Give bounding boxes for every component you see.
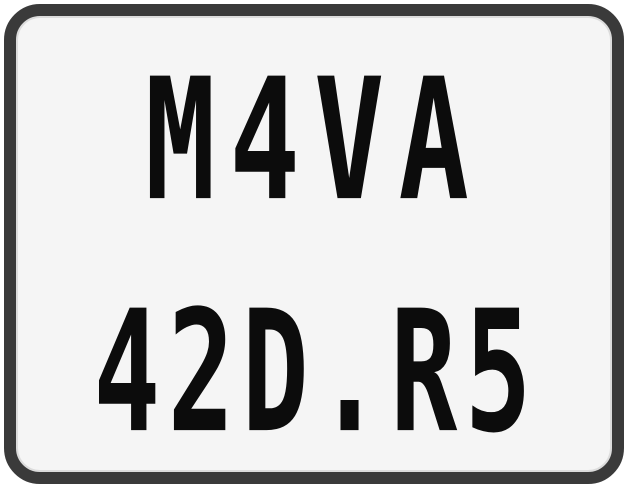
plate-line-2: 42D.R5 bbox=[93, 275, 539, 471]
plate-line-1: M4VA bbox=[145, 43, 483, 239]
license-plate bbox=[4, 4, 624, 484]
